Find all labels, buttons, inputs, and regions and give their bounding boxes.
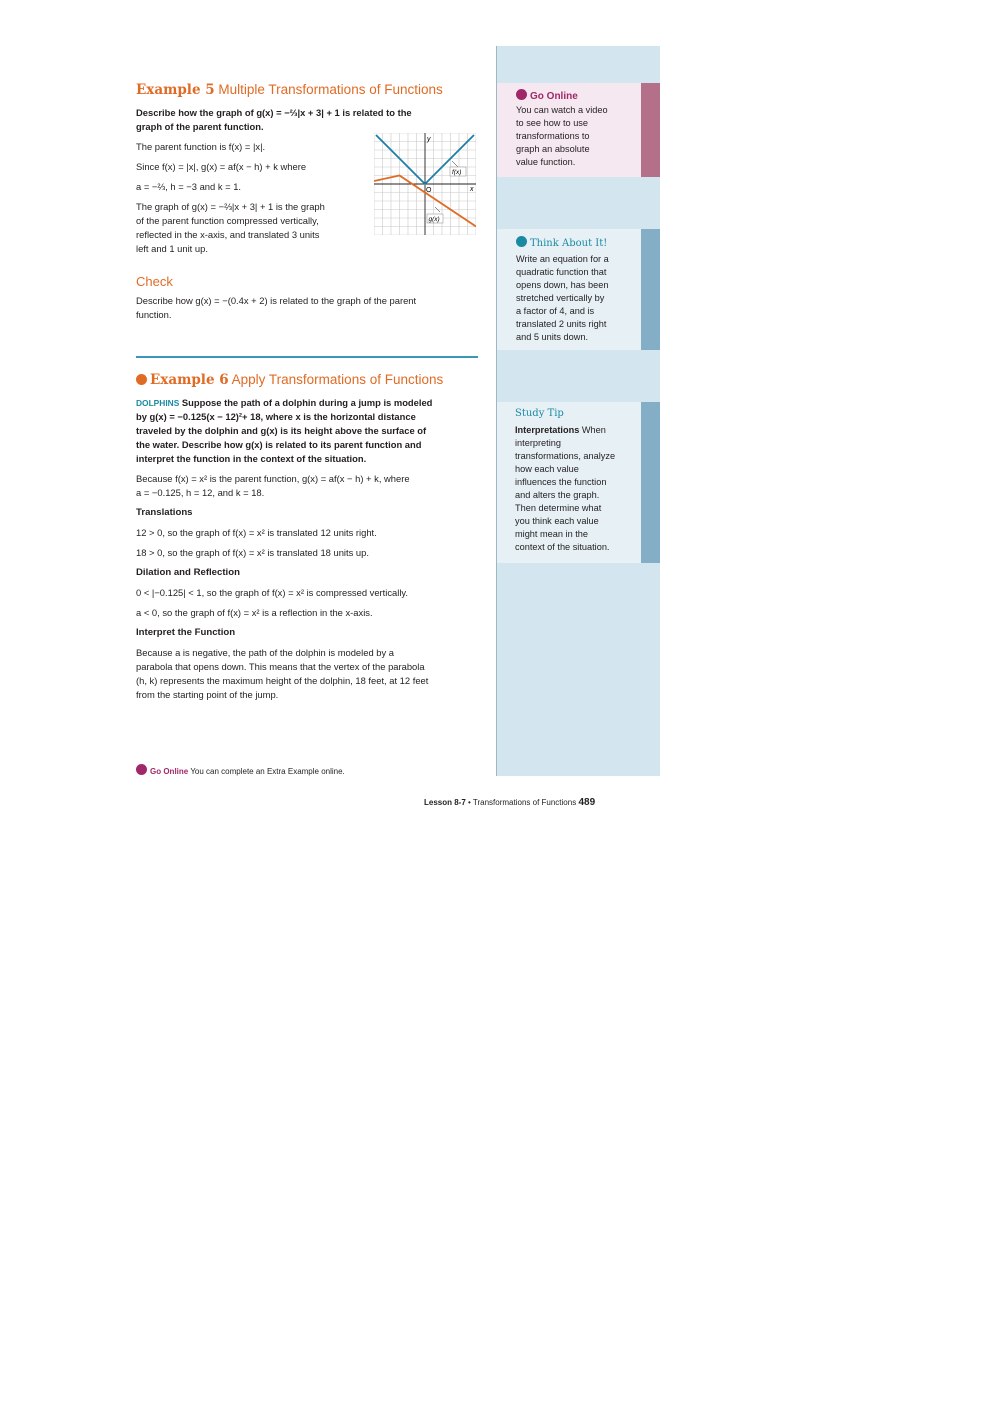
example5-since2: a = −⅔, h = −3 and k = 1. bbox=[136, 181, 242, 192]
think-box-heading bbox=[516, 236, 607, 251]
check-line1: Describe how g(x) = −(0.4x + 2) is related to the graph of the parent bbox=[136, 295, 417, 306]
example5-body2: of the parent function compressed vertically, bbox=[136, 215, 319, 226]
think-accent-bar bbox=[641, 229, 660, 350]
cursor-icon bbox=[136, 764, 147, 775]
transformation-graph bbox=[374, 133, 476, 235]
study-tip-line: might mean in the bbox=[515, 529, 589, 539]
translation-right: 12 > 0, so the graph of f(x) = x² is translated 12 units right. bbox=[136, 527, 377, 538]
study-tip-line: transformations, analyze bbox=[515, 451, 616, 461]
example5-title: Multiple Transformations of Functions bbox=[218, 82, 443, 97]
cursor-icon bbox=[516, 89, 527, 100]
study-tip-line: and alters the graph. bbox=[515, 490, 600, 500]
think-box-line: opens down, has been bbox=[516, 280, 609, 290]
go-online-box-line: value function. bbox=[516, 157, 576, 167]
dilation-heading: Dilation and Reflection bbox=[136, 567, 240, 578]
example5-prompt-line1: Describe how the graph of g(x) = −⅔|x + 3| + 1 is related to the bbox=[136, 107, 412, 118]
think-box-line: Write an equation for a bbox=[516, 254, 609, 264]
think-box-line: a factor of 4, and is bbox=[516, 306, 595, 316]
go-online-box-line: graph an absolute bbox=[516, 144, 590, 154]
think-box-title: Think About It! bbox=[530, 238, 608, 249]
example6-heading bbox=[136, 372, 443, 388]
study-tip-line: you think each value bbox=[515, 516, 599, 526]
study-tip-box bbox=[497, 402, 641, 563]
study-tip-lead-bold: Interpretations bbox=[515, 425, 580, 435]
footer-title: Transformations of Functions bbox=[472, 798, 577, 807]
translation-up: 18 > 0, so the graph of f(x) = x² is translated 18 units up. bbox=[136, 547, 369, 558]
think-box-line: stretched vertically by bbox=[516, 293, 605, 303]
page-footer bbox=[424, 797, 595, 808]
go-online-box-line: to see how to use bbox=[516, 118, 589, 128]
example5-since1: Since f(x) = |x|, g(x) = af(x − h) + k where bbox=[136, 161, 307, 172]
example5-number: Example 5 bbox=[136, 82, 215, 98]
y-axis-label: y bbox=[427, 136, 431, 143]
footer-separator: • bbox=[465, 798, 473, 807]
lightbulb-icon bbox=[516, 236, 527, 247]
footer-lesson: Lesson 8-7 bbox=[424, 798, 466, 807]
go-online-box-line: You can watch a video bbox=[516, 105, 608, 115]
interpret-line2: parabola that opens down. This means that the vertex of the parabola bbox=[136, 661, 425, 672]
x-axis-label: x bbox=[470, 186, 474, 193]
example5-heading bbox=[136, 82, 443, 98]
example6-prompt2: by g(x) = −0.125(x − 12)²+ 18, where x is the horizontal distance bbox=[136, 411, 416, 422]
example5-prompt-line2: graph of the parent function. bbox=[136, 121, 264, 132]
think-box-line: translated 2 units right bbox=[516, 319, 607, 329]
page-number: 489 bbox=[578, 797, 596, 808]
study-tip-line: Then determine what bbox=[515, 503, 602, 513]
example6-because1: Because f(x) = x² is the parent function, g(x) = af(x − h) + k, where bbox=[136, 473, 410, 484]
example6-prompt1 bbox=[136, 396, 432, 410]
example6-title: Apply Transformations of Functions bbox=[231, 372, 444, 387]
dilation-line: 0 < |−0.125| < 1, so the graph of f(x) = x² is compressed vertically. bbox=[136, 587, 409, 598]
study-tip-lead bbox=[515, 424, 606, 437]
study-tip-title: Study Tip bbox=[515, 408, 564, 419]
translations-heading: Translations bbox=[136, 507, 193, 518]
study-tip-line: how each value bbox=[515, 464, 579, 474]
globe-icon bbox=[136, 374, 147, 385]
go-online-box-title: Go Online bbox=[530, 91, 578, 102]
think-box-line: and 5 units down. bbox=[516, 332, 589, 342]
interpret-line4: from the starting point of the jump. bbox=[136, 689, 279, 700]
go-online-extra-example[interactable] bbox=[136, 764, 345, 776]
example5-body3: reflected in the x-axis, and translated 3 units bbox=[136, 229, 320, 240]
study-tip-accent-bar bbox=[641, 402, 660, 563]
study-tip-lead-rest: When bbox=[579, 425, 606, 435]
example6-because2: a = −0.125, h = 12, and k = 18. bbox=[136, 487, 265, 498]
study-tip-line: context of the situation. bbox=[515, 542, 610, 552]
dolphins-tag: DOLPHINS bbox=[136, 398, 180, 408]
check-heading: Check bbox=[136, 274, 173, 289]
think-about-it-box bbox=[497, 229, 641, 350]
example6-number: Example 6 bbox=[150, 372, 229, 388]
example6-prompt5: interpret the function in the context of the situation. bbox=[136, 453, 367, 464]
check-line2: function. bbox=[136, 309, 172, 320]
f-label: f(x) bbox=[452, 169, 462, 176]
example5-body4: left and 1 unit up. bbox=[136, 243, 208, 254]
g-label: g(x) bbox=[428, 216, 440, 223]
section-divider bbox=[136, 356, 478, 358]
go-online-box-heading bbox=[516, 89, 578, 104]
example6-prompt4: the water. Describe how g(x) is related to its parent function and bbox=[136, 439, 422, 450]
interpret-line1: Because a is negative, the path of the dolphin is modeled by a bbox=[136, 647, 394, 658]
example6-prompt1-text: Suppose the path of a dolphin during a jump is modeled bbox=[179, 397, 433, 408]
interpret-heading: Interpret the Function bbox=[136, 627, 236, 638]
go-online-box-line: transformations to bbox=[516, 131, 590, 141]
study-tip-line: interpreting bbox=[515, 438, 561, 448]
origin-label: O bbox=[426, 187, 432, 194]
example6-prompt3: traveled by the dolphin and g(x) is its height above the surface of bbox=[136, 425, 427, 436]
go-online-accent-bar bbox=[641, 83, 660, 177]
reflection-line: a < 0, so the graph of f(x) = x² is a reflection in the x-axis. bbox=[136, 607, 373, 618]
study-tip-line: influences the function bbox=[515, 477, 607, 487]
go-online-label: Go Online bbox=[150, 767, 189, 776]
think-box-line: quadratic function that bbox=[516, 267, 607, 277]
example5-parent: The parent function is f(x) = |x|. bbox=[136, 141, 266, 152]
example5-body1: The graph of g(x) = −⅔|x + 3| + 1 is the graph bbox=[136, 201, 325, 212]
interpret-line3: (h, k) represents the maximum height of the dolphin, 18 feet, at 12 feet bbox=[136, 675, 429, 686]
go-online-text: You can complete an Extra Example online. bbox=[188, 767, 345, 776]
go-online-box[interactable] bbox=[497, 83, 641, 177]
